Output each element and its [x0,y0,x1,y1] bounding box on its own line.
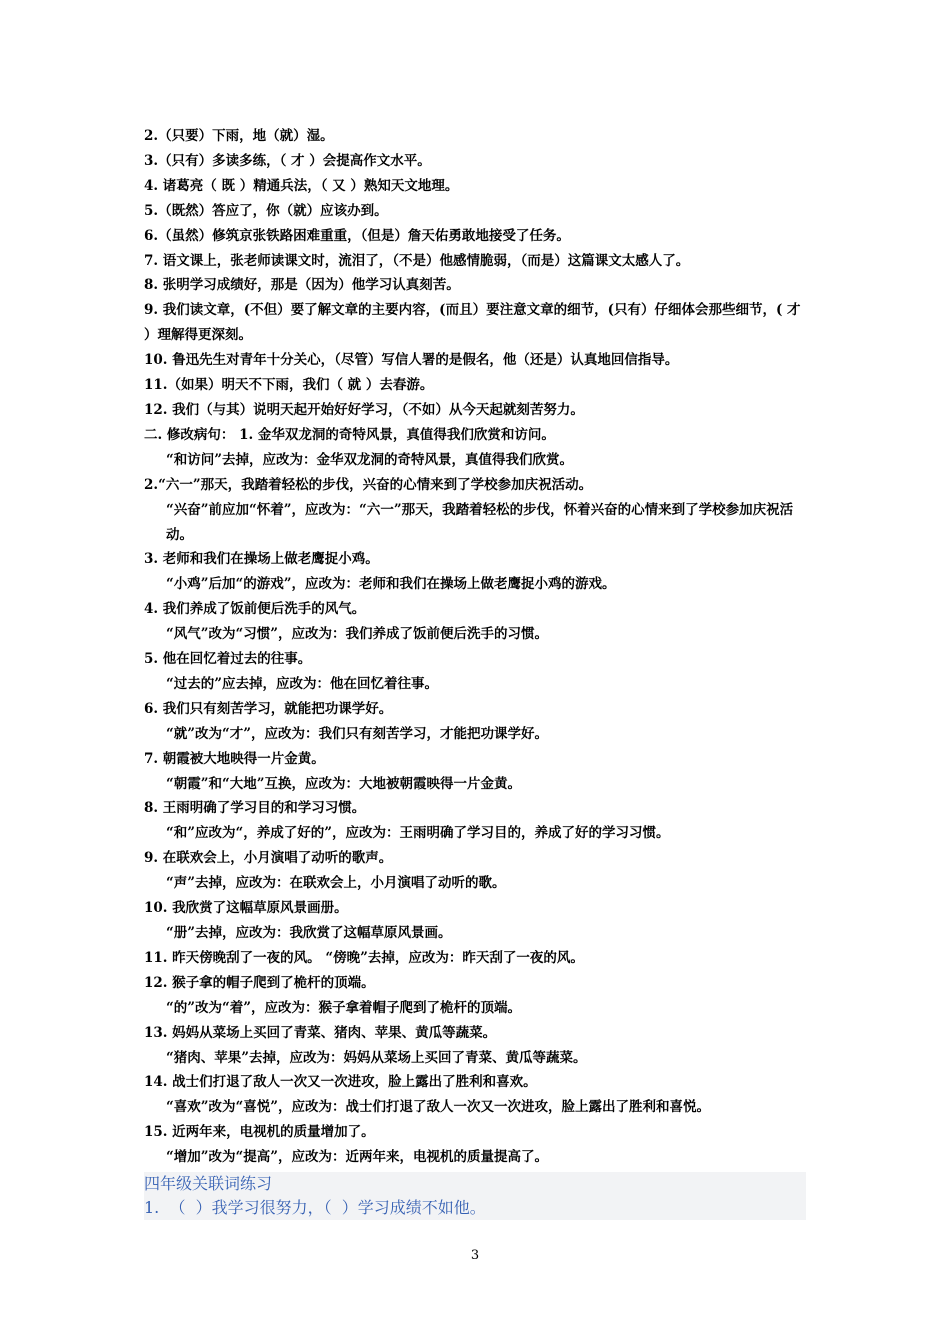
text-line: 13. 妈妈从菜场上买回了青菜、猪肉、苹果、黄瓜等蔬菜。 [144,1024,497,1041]
exercise-title: 四年级关联词练习 [144,1174,273,1194]
answer-correction-line: “和”应改为“，养成了好的”，应改为：王雨明确了学习目的，养成了好的学习习惯。 [166,825,670,842]
text-line: 9. 在联欢会上，小月演唱了动听的歌声。 [144,850,393,867]
text-line: 12. 猴子拿的帽子爬到了桅杆的顶端。 [144,974,375,991]
text-line: 5. 他在回忆着过去的往事。 [144,651,312,668]
answer-correction-line: “兴奋”前应加“怀着”，应改为：“六一”那天，我踏着轻松的步伐，怀着兴奋的心情来到了学校参加庆祝活动。 [166,501,794,543]
text-line: 6.（虽然）修筑京张铁路困难重重，（但是）詹天佑勇敢地接受了任务。 [144,227,570,244]
text-line: 7. 朝霞被大地映得一片金黄。 [144,750,325,767]
text-line: 二. 修改病句： 1. 金华双龙洞的奇特风景，真值得我们欣赏和访问。 [144,426,555,443]
text-line: 8. 张明学习成绩好，那是（因为）他学习认真刻苦。 [144,277,460,294]
answer-correction-line: “册”去掉，应改为：我欣赏了这幅草原风景画。 [166,925,452,941]
text-line: 2.“六一”那天，我踏着轻松的步伐，兴奋的心情来到了学校参加庆祝活动。 [144,476,593,493]
answer-correction-line: “的”改为“着”，应改为：猴子拿着帽子爬到了桅杆的顶端。 [166,999,522,1016]
answer-correction-line: “增加”改为“提高”，应改为：近两年来，电视机的质量提高了。 [166,1149,549,1166]
text-line: 8. 王雨明确了学习目的和学习习惯。 [144,800,366,817]
answer-correction-line: “小鸡”后加“的游戏”，应改为：老师和我们在操场上做老鹰捉小鸡的游戏。 [166,576,616,593]
answer-correction-line: “猪肉、苹果”去掉，应改为：妈妈从菜场上买回了青菜、黄瓜等蔬菜。 [166,1049,587,1066]
text-line: 12. 我们（与其）说明天起开始好好学习，（不如）从今天起就刻苦努力。 [144,401,584,418]
page-number: 3 [470,1248,480,1263]
text-line: 10. 我欣赏了这幅草原风景画册。 [144,900,348,917]
exercise-item-1: 1. （ ）我学习很努力，（ ）学习成绩不如他。 [144,1198,486,1218]
text-line: 7. 语文课上，张老师读课文时，流泪了，（不是）他感情脆弱，（而是）这篇课文太感人了。 [144,252,690,269]
text-line: 4. 我们养成了饭前便后洗手的风气。 [144,601,366,618]
text-line: 14. 战士们打退了敌人一次又一次进攻，脸上露出了胜利和喜欢。 [144,1074,537,1091]
answer-correction-line: “和访问”去掉，应改为：金华双龙洞的奇特风景，真值得我们欣赏。 [166,451,574,468]
answer-correction-line: “风气”改为“习惯”，应改为：我们养成了饭前便后洗手的习惯。 [166,626,549,643]
text-line: 3.（只有）多读多练，（ 才 ）会提高作文水平。 [144,152,431,169]
text-line: 2.（只要）下雨，地（就）湿。 [144,128,334,144]
answer-lines [144,124,808,1170]
answer-correction-line: “喜欢”改为“喜悦”，应改为：战士们打退了敌人一次又一次进攻，脸上露出了胜利和喜悦。 [166,1099,711,1116]
text-line: 6. 我们只有刻苦学习，就能把功课学好。 [144,700,393,717]
answer-correction-line: “声”去掉，应改为：在联欢会上，小月演唱了动听的歌。 [166,875,506,892]
answer-correction-line: “就”改为“才”，应改为：我们只有刻苦学习，才能把功课学好。 [166,725,549,742]
exercise-section [144,1172,806,1220]
text-line: 10. 鲁迅先生对青年十分关心，（尽管）写信人署的是假名，他（还是）认真地回信指导。 [144,352,679,369]
text-line: 9. 我们读文章，(不但）要了解文章的主要内容，(而且）要注意文章的细节，(只有）仔细体会那些细节，( 才 ）理解得更深刻。 [144,302,801,344]
answer-correction-line: “朝霞”和“大地”互换，应改为：大地被朝霞映得一片金黄。 [166,775,522,792]
text-line: 15. 近两年来，电视机的质量增加了。 [144,1124,375,1141]
answer-correction-line: “过去的”应去掉，应改为：他在回忆着往事。 [166,675,439,692]
text-line: 3. 老师和我们在操场上做老鹰捉小鸡。 [144,551,379,568]
text-line: 4. 诸葛亮（ 既 ）精通兵法，（ 又 ）熟知天文地理。 [144,177,459,194]
document-body [144,124,808,1220]
text-line: 11. 昨天傍晚刮了一夜的风。 “傍晚”去掉，应改为：昨天刮了一夜的风。 [144,949,584,966]
text-line: 5.（既然）答应了，你（就）应该办到。 [144,202,388,219]
text-line: 11.（如果）明天不下雨，我们（ 就 ）去春游。 [144,377,434,394]
